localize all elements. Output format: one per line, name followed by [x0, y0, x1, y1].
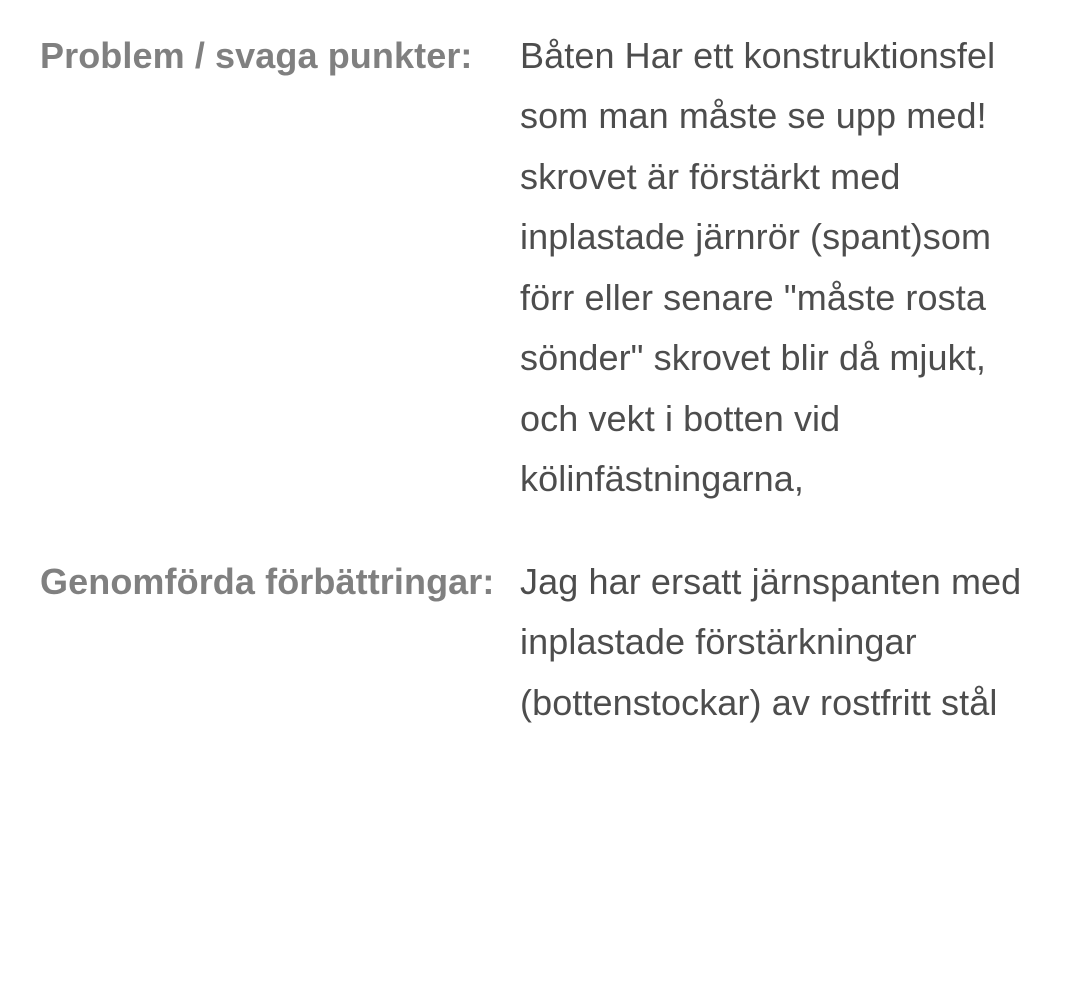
spec-label-problem: Problem / svaga punkter: [40, 35, 473, 76]
spec-row [40, 26, 1040, 510]
spec-row [40, 552, 1040, 733]
spec-value-problem: Båten Har ett konstruktionsfel som man måste se upp med! skrovet är förstärkt med inplastade järnrör (spant)som förr eller senare "måste rosta sönder" skrovet blir då mjukt, och vekt i botten vid kölinfästningarna, [520, 35, 996, 500]
spec-label-improvements: Genomförda förbättringar: [40, 560, 495, 602]
spec-value-improvements: Jag har ersatt järnspanten med inplastade förstärkningar (bottenstockar) av rostfritt stål [520, 560, 1022, 723]
